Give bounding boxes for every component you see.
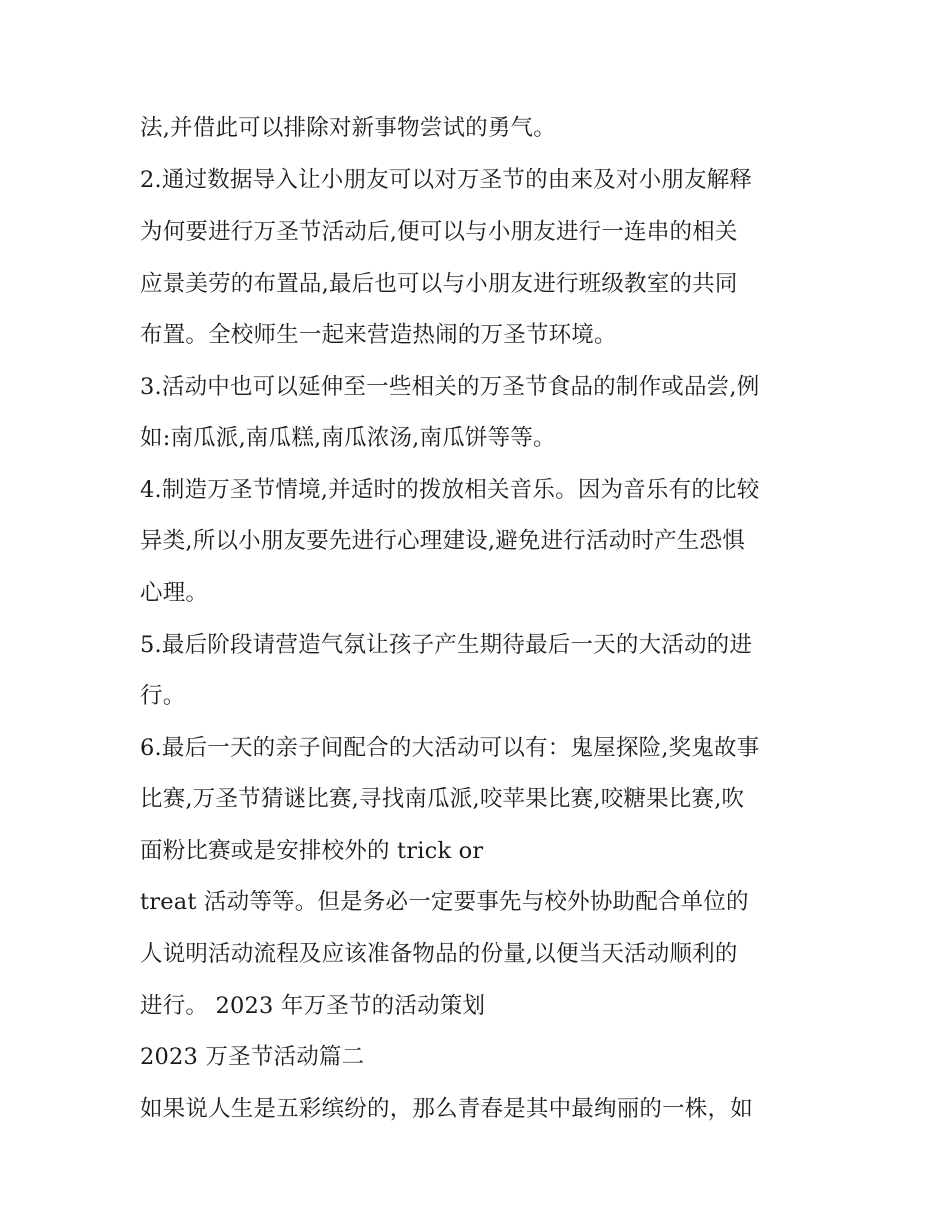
text-line: 2.通过数据导入让小朋友可以对万圣节的由来及对小朋友解释 [140, 167, 753, 193]
text-line: treat 活动等等。但是务必一定要事先与校外协助配合单位的 [140, 889, 749, 915]
text-line: 6.最后一天的亲子间配合的大活动可以有：鬼屋探险,奖鬼故事 [140, 735, 760, 761]
text-line: 如:南瓜派,南瓜糕,南瓜浓汤,南瓜饼等等。 [140, 425, 556, 451]
text-line: 面粉比赛或是安排校外的 trick or [140, 838, 484, 864]
text-line: 4.制造万圣节情境,并适时的拨放相关音乐。因为音乐有的比较 [140, 477, 760, 503]
text-line: 为何要进行万圣节活动后,便可以与小朋友进行一连串的相关 [140, 219, 738, 245]
text-line: 心理。 [140, 580, 209, 606]
text-line: 行。 [140, 683, 186, 709]
text-line: 如果说人生是五彩缤纷的，那么青春是其中最绚丽的一株，如 [140, 1096, 753, 1122]
section-heading: 2023 万圣节活动篇二 [140, 1044, 365, 1070]
text-line: 人说明活动流程及应该准备物品的份量,以便当天活动顺利的 [140, 941, 738, 967]
text-line: 进行。 2023 年万圣节的活动策划 [140, 993, 486, 1019]
text-line: 应景美劳的布置品,最后也可以与小朋友进行班级教室的共同 [140, 271, 738, 297]
text-line: 异类,所以小朋友要先进行心理建设,避免进行活动时产生恐惧 [140, 528, 745, 554]
text-line: 布置。全校师生一起来营造热闹的万圣节环境。 [140, 322, 617, 348]
text-line: 5.最后阶段请营造气氛让孩子产生期待最后一天的大活动的进 [140, 632, 753, 658]
text-line: 法,并借此可以排除对新事物尝试的勇气。 [140, 115, 556, 141]
text-line: 3.活动中也可以延伸至一些相关的万圣节食品的制作或品尝,例 [140, 374, 760, 400]
text-line: 比赛,万圣节猜谜比赛,寻找南瓜派,咬苹果比赛,咬糖果比赛,吹 [140, 786, 745, 812]
